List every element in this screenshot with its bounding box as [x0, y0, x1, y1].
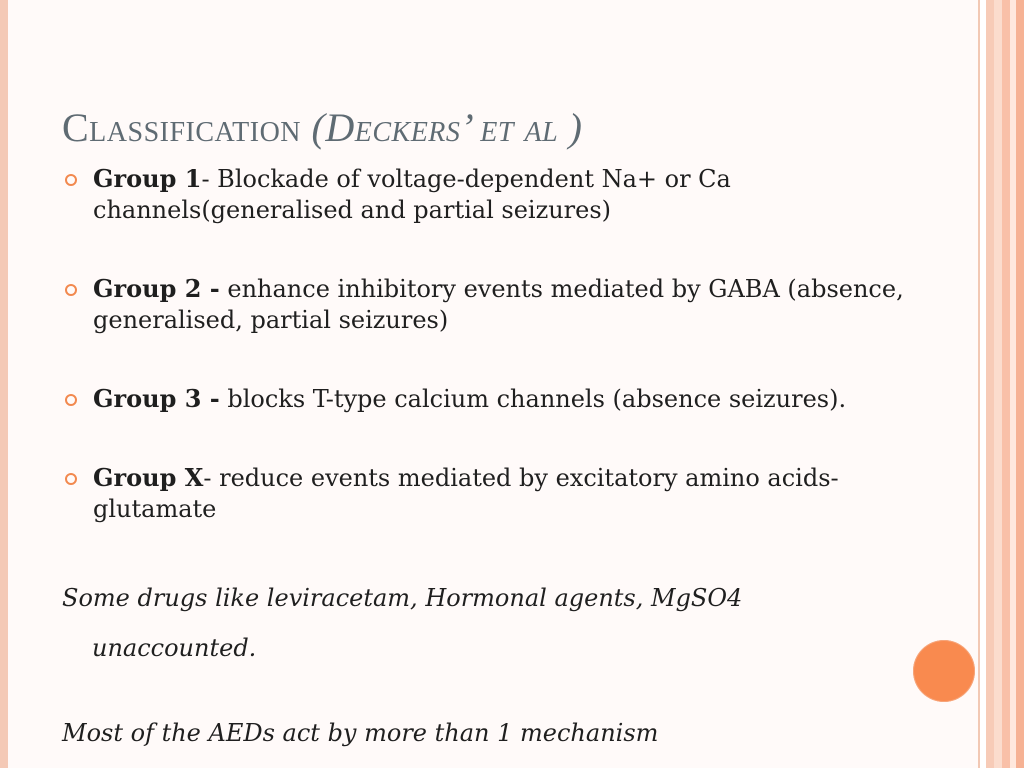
bullet-text: blocks T-type calcium channels (absence seizures).	[219, 385, 847, 413]
note-line: Most of the AEDs act by more than 1 mechanism	[62, 719, 659, 747]
bullet-item	[62, 462, 942, 525]
right-stripe	[1002, 0, 1010, 768]
bullet-item	[62, 383, 942, 415]
title-main: Classification	[62, 105, 302, 150]
bullet-circle-icon	[65, 394, 77, 406]
bullet-circle-icon	[65, 174, 77, 186]
right-stripe	[994, 0, 1002, 768]
decorative-circle	[913, 640, 975, 702]
slide-title	[62, 104, 582, 151]
bullet-heading: Group 2 -	[93, 274, 220, 303]
bullet-heading: Group X	[93, 463, 204, 492]
title-sub: (Deckers’ et al )	[311, 105, 583, 150]
bullet-item	[62, 163, 942, 226]
note-line: Some drugs like leviracetam, Hormonal agents, MgSO4	[62, 584, 743, 612]
bullet-circle-icon	[65, 473, 77, 485]
bullet-text: enhance inhibitory events mediated by GABA (absence, generalised, partial seizures)	[93, 275, 904, 334]
bullet-item	[62, 273, 942, 336]
bullet-text: - Blockade of voltage-dependent Na+ or Ca channels(generalised and partial seizures)	[93, 165, 731, 224]
bullet-heading: Group 3 -	[93, 384, 220, 413]
bullet-heading: Group 1	[93, 164, 202, 193]
right-stripe	[986, 0, 994, 768]
bullet-circle-icon	[65, 284, 77, 296]
bullet-text: - reduce events mediated by excitatory amino acids- glutamate	[93, 464, 839, 523]
bullet-list	[62, 163, 942, 572]
left-frame-border	[0, 0, 8, 768]
note-line: unaccounted.	[92, 634, 257, 662]
right-stripe	[1016, 0, 1024, 768]
